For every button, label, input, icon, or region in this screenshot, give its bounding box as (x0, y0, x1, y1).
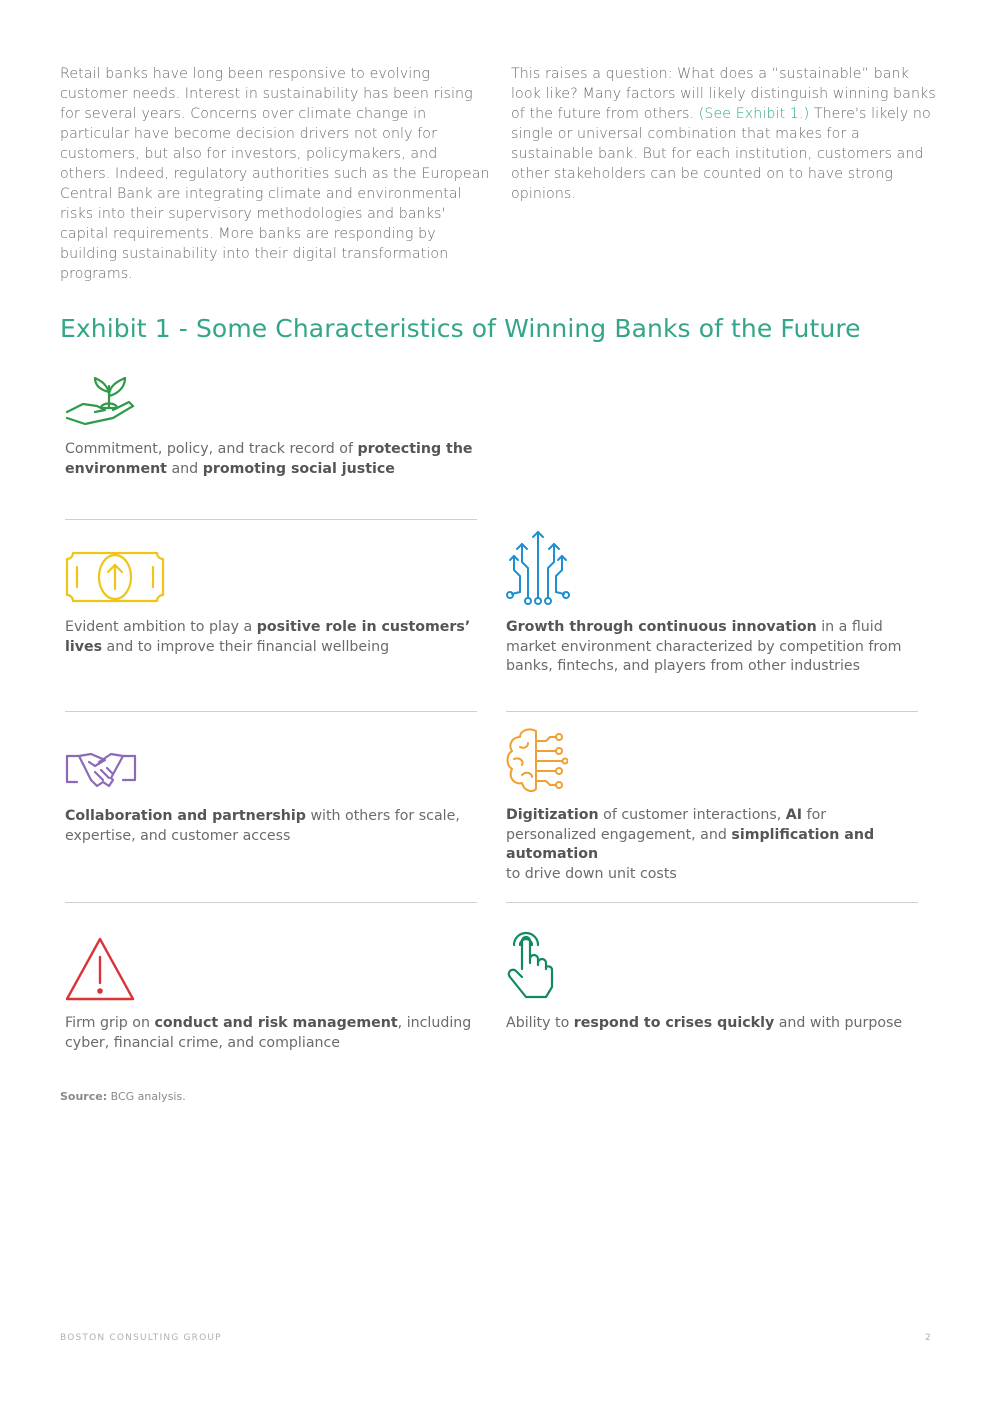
banknote-arrow-up-icon (65, 551, 165, 609)
item-description: Digitization of customer interactions, AI for personalized engagement, and simplification and automation to drive down unit costs (506, 807, 875, 882)
intro-right-paragraph: This raises a question: What does a “sustainable” bank look like? Many factors will likely distinguish winning banks of the future from others. (See Exhibit 1.) There's likely no single or universal combination that makes for a sustainable bank. But for each institution, customers and other stakeholders can be counted on to have strong opinions. (511, 66, 936, 202)
item-description: Collaboration and partnership with others for scale, expertise, and customer access (65, 808, 460, 844)
divider (65, 711, 477, 712)
handshake-icon (65, 752, 137, 798)
item-description: Firm grip on conduct and risk management, including cyber, financial crime, and compliance (65, 1015, 472, 1051)
intro-left-column (60, 64, 490, 284)
touch-finger-icon (506, 929, 556, 1005)
item-description: Commitment, policy, and track record of protecting the environment and promoting social justice (65, 441, 473, 477)
source-note: Source: BCG analysis. (60, 1090, 186, 1103)
divider (506, 711, 918, 712)
item-description: Ability to respond to crises quickly and with purpose (506, 1015, 903, 1031)
divider (65, 519, 477, 520)
exhibit-link[interactable]: (See Exhibit 1.) (698, 106, 810, 122)
intro-right-column (511, 64, 941, 204)
item-description: Evident ambition to play a positive role in customers’ lives and to improve their financial wellbeing (65, 619, 471, 655)
footer-company: BOSTON CONSULTING GROUP (60, 1333, 222, 1343)
circuit-arrows-icon (506, 528, 570, 610)
item-description: Growth through continuous innovation in a fluid market environment characterized by competition from banks, fintechs, and players from other industries (506, 619, 902, 674)
brain-circuit-icon (506, 727, 568, 799)
plant-in-hand-icon (65, 374, 137, 432)
exhibit-title: Exhibit 1 - Some Characteristics of Winning Banks of the Future (60, 314, 861, 343)
page-number: 2 (925, 1333, 931, 1343)
divider (65, 902, 477, 903)
warning-triangle-icon (65, 937, 135, 1005)
divider (506, 902, 918, 903)
intro-left-paragraph: Retail banks have long been responsive to evolving customer needs. Interest in sustainability has been rising for several years. Concerns over climate change in particular have become decision drivers not only for customers, but also for investors, policymakers, and others. Indeed, regulatory authorities such as the European Central Bank are integrating climate and environmental risks into their supervisory methodologies and banks' capital requirements. More banks are responding by building sustainability into their digital transformation programs. (60, 66, 490, 282)
